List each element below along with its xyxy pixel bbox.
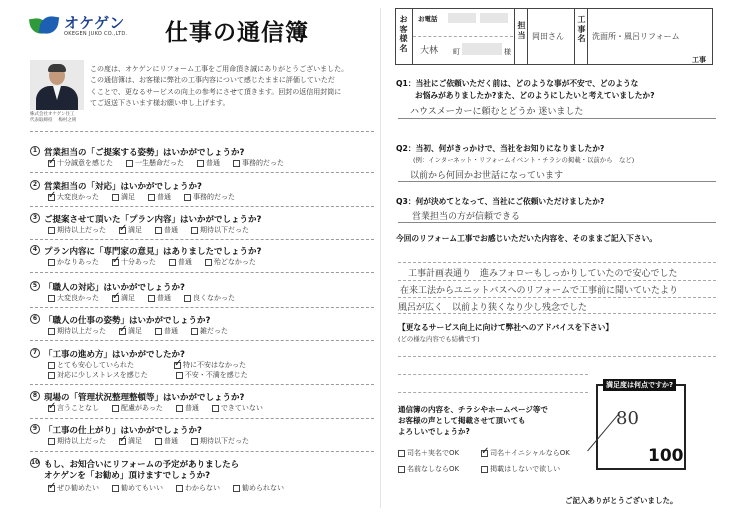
option[interactable]: 事務的だった [233, 158, 284, 168]
checkbox[interactable] [233, 485, 240, 492]
option[interactable]: 普通 [176, 403, 199, 413]
option[interactable]: 不安・不満を感じた [176, 370, 248, 380]
option[interactable]: とても安心していられた [48, 360, 134, 370]
question-number: 7 [30, 348, 40, 358]
answer-line [398, 222, 716, 223]
option[interactable]: 雑だった [191, 326, 228, 336]
question-number: 5 [30, 281, 40, 291]
survey-q2-example: (例：インターネット・リフォームイベント・チラシの掲載・以前から など) [413, 156, 635, 164]
check-mark-icon: ✓ [48, 400, 57, 412]
option[interactable]: 普通 [155, 436, 178, 446]
answer-q4-line3: 風呂が広く 以前より狭くなり少し残念でした [398, 303, 588, 313]
answer-line [398, 297, 716, 298]
check-mark-icon: ✓ [48, 480, 57, 492]
survey-q3: Q3：何が決めてとなって、当社にご依頼いただけましたか? [396, 197, 605, 206]
option[interactable]: ✓ 十分あった [111, 254, 156, 266]
publish-option[interactable]: 名前なしならOK [398, 464, 459, 474]
question-text: 「職人の対応」はいかがでしょうか? [44, 283, 185, 293]
checkbox[interactable] [191, 227, 198, 234]
publish-question-2: お客様の声として掲載させて頂いても [398, 416, 526, 425]
check-mark-icon: ✓ [174, 357, 183, 369]
answer-line [398, 181, 716, 182]
checkbox[interactable] [48, 189, 57, 201]
checkbox[interactable] [184, 194, 191, 201]
question-text: もし、お知合いにリフォームの予定がありましたら [44, 460, 240, 470]
checkbox[interactable] [197, 160, 204, 167]
publish-option[interactable]: 掲載はしないで欲しい [481, 464, 560, 474]
answer-q1: ハウスメーカーに頼むとどうか 迷いました [410, 107, 584, 117]
answer-q4-line2: 在来工法からユニットバスへのリフォームで工事前に聞いていたより [400, 286, 679, 296]
checkbox[interactable] [48, 328, 55, 335]
option[interactable]: 普通 [148, 192, 171, 202]
divider [30, 340, 374, 341]
option[interactable]: 普通 [155, 225, 178, 235]
answer-line [398, 280, 716, 281]
question-number: 1 [30, 146, 40, 156]
option[interactable]: 良くなかった [184, 293, 235, 303]
option[interactable]: ✓ 満足 [119, 222, 142, 234]
checkbox[interactable] [155, 227, 162, 234]
redacted-name [462, 43, 502, 55]
check-mark-icon: ✓ [111, 254, 121, 266]
question-number: 9 [30, 424, 40, 434]
checkbox[interactable] [48, 400, 57, 412]
option[interactable]: ✓ 特に不安はなかった [174, 357, 246, 369]
publish-option[interactable]: 司名＋実名でOK [398, 448, 459, 458]
checkbox[interactable] [176, 485, 183, 492]
option[interactable]: 事務的だった [184, 192, 235, 202]
checkbox[interactable] [233, 160, 240, 167]
option[interactable]: 勧められない [233, 483, 284, 493]
question-number: 10 [31, 459, 40, 466]
checkbox[interactable] [126, 160, 133, 167]
satisfaction-score: 80 [616, 408, 639, 429]
option[interactable]: 殆どなかった [205, 257, 256, 267]
option[interactable]: 期待以下だった [191, 225, 249, 235]
tantou-handwritten: 岡田さん [532, 32, 564, 41]
option[interactable]: ✓ ぜひ勧めたい [48, 480, 99, 492]
answer-line [398, 356, 716, 357]
divider [30, 451, 374, 452]
option[interactable]: 大変良かった [48, 293, 99, 303]
checkbox[interactable] [174, 357, 183, 369]
survey-q1-line2: お悩みがありましたか?また、どのようにしたいと考えていましたか? [415, 91, 655, 100]
tantou-label: 担当 [517, 21, 526, 40]
question-text: 営業担当の「ご提案する姿勢」はいかがでしょうか? [44, 148, 245, 158]
check-mark-icon: ✓ [119, 433, 128, 445]
checkbox[interactable] [176, 372, 183, 379]
option[interactable]: わからない [176, 483, 220, 493]
checkbox[interactable] [119, 323, 128, 335]
option[interactable]: 一生懸命だった [126, 158, 184, 168]
kouji-handwritten: 洗面所・風呂リフォーム [592, 32, 680, 41]
option[interactable]: 普通 [197, 158, 220, 168]
question-text: オケゲンを「お勧め」頂けますでしょうか? [44, 471, 211, 481]
checkbox[interactable] [191, 438, 198, 445]
satisfaction-box [596, 381, 686, 470]
question-text: プラン内容に「専門家の意見」はありましたでしょうか? [44, 247, 262, 257]
slash-divider [587, 414, 619, 451]
publish-question: 通信簿の内容を、チラシやホームページ等で [398, 405, 548, 414]
checkbox[interactable] [112, 405, 119, 412]
intro-text: この度は、オケゲンにリフォーム工事をご用命頂き誠にありがとうございました。 この通信簿は、お客様に弊社の工事内容について感じたままに評価していただ くことで、更なるサービスの向上の参考にさせて頂きます。回封の返信用封筒に てご返送下さいます様お願い申し上げます。 [90, 65, 349, 107]
divider [30, 384, 374, 385]
answer-q3: 営業担当の方が信頼できる [412, 212, 521, 222]
checkbox[interactable] [398, 466, 405, 473]
option[interactable]: 普通 [169, 257, 192, 267]
logo-name: オケゲン [64, 14, 125, 32]
kouji-suffix: 工事 [692, 56, 706, 64]
check-mark-icon: ✓ [119, 222, 128, 234]
checkbox[interactable] [148, 194, 155, 201]
question-number: 6 [30, 314, 40, 324]
logo-english: OKEGEN JUKO CO.,LTD. [64, 31, 128, 37]
checkbox[interactable] [119, 433, 128, 445]
option[interactable]: ✓ 大変良かった [48, 189, 99, 201]
checkbox[interactable] [48, 227, 55, 234]
check-mark-icon: ✓ [481, 445, 490, 457]
checkbox[interactable] [48, 259, 55, 266]
divider [30, 272, 374, 273]
sama-label: 様 [504, 48, 511, 56]
option[interactable]: ✓ 満足 [112, 290, 135, 302]
option[interactable]: ✓ 満足 [119, 323, 142, 335]
option[interactable]: できていない [212, 403, 263, 413]
question-number: 3 [30, 213, 40, 223]
question-text: ご提案させて頂いた「プラン内容」はいかがでしょうか? [44, 215, 262, 225]
question-number: 2 [30, 180, 40, 190]
divider [30, 131, 374, 132]
question-text: 営業担当の「対応」はいかがでしょうか? [44, 182, 202, 192]
checkbox[interactable] [481, 445, 490, 457]
checkbox[interactable] [155, 328, 162, 335]
survey-q1: Q1：当社にご依頼いただく前は、どのような事が不安で、どのような [396, 79, 639, 88]
column-divider [380, 8, 381, 508]
question-text: 「工事の進め方」はいかがでしたか? [44, 350, 185, 360]
checkbox[interactable] [112, 194, 119, 201]
answer-line [398, 392, 588, 393]
survey-q2: Q2：当初、何がきっかけで、当社をお知りになりましたか? [396, 144, 605, 153]
satisfaction-title: 満足度は何点ですか? [603, 379, 676, 391]
checkbox[interactable] [169, 259, 176, 266]
question-text: 現場の「管理状況整理整頓等」はいかがでしょうか? [44, 393, 245, 403]
option[interactable]: 普通 [155, 326, 178, 336]
option[interactable]: 期待以上だった [48, 225, 106, 235]
customer-name-handwritten: 大林 [420, 46, 439, 56]
survey-q4: 今回のリフォーム工事でお感じいただいた内容を、そのままご記入下さい。 [396, 234, 657, 243]
answer-line [398, 118, 716, 119]
checkbox[interactable] [112, 290, 121, 302]
checkbox[interactable] [155, 438, 162, 445]
customer-info-table [395, 8, 713, 65]
check-mark-icon: ✓ [48, 155, 57, 167]
advice-heading: 【更なるサービス向上に向けて弊社へのアドバイスを下さい】 [398, 323, 614, 332]
checkbox[interactable] [112, 485, 119, 492]
checkbox[interactable] [48, 295, 55, 302]
check-mark-icon: ✓ [112, 290, 121, 302]
checkbox[interactable] [176, 405, 183, 412]
option[interactable]: かなりあった [48, 257, 99, 267]
option[interactable]: 配慮があった [112, 403, 163, 413]
option[interactable]: 勧めてもいい [112, 483, 163, 493]
question-text: 「職人の仕事の姿勢」はいかがでしょうか? [44, 316, 211, 326]
checkbox[interactable] [48, 480, 57, 492]
checkbox[interactable] [48, 155, 57, 167]
checkbox[interactable] [48, 372, 55, 379]
checkbox[interactable] [191, 328, 198, 335]
answer-q4-line1: 工事計画表通り 進みフォローもしっかりしていたので安心でした [408, 269, 678, 279]
option[interactable]: ✓ 十分誠意を感じた [48, 155, 113, 167]
leaf-logo-icon [30, 15, 60, 37]
answer-line [398, 313, 716, 314]
answer-line [398, 374, 588, 375]
ceo-caption: 株式会社オケゲン住工 代表取締役 梅村之則 [30, 112, 77, 123]
question-number: 8 [30, 391, 40, 401]
checkbox[interactable] [111, 254, 121, 266]
checkbox[interactable] [481, 466, 488, 473]
option[interactable]: 期待以下だった [191, 436, 249, 446]
option[interactable]: ✓ 満足 [119, 433, 142, 445]
satisfaction-max: 100 [648, 446, 684, 466]
option[interactable]: 期待以上だった [48, 326, 106, 336]
checkbox[interactable] [205, 259, 212, 266]
thanks-message: ご記入ありがとうございました。 [565, 496, 678, 505]
checkbox[interactable] [119, 222, 128, 234]
publish-option[interactable]: ✓ 司名＋イニシャルならOK [481, 445, 570, 457]
page-title: 仕事の通信簿 [165, 20, 309, 46]
checkbox[interactable] [48, 362, 55, 369]
check-mark-icon: ✓ [48, 189, 57, 201]
checkbox[interactable] [48, 438, 55, 445]
option[interactable]: 期待以上だった [48, 436, 106, 446]
checkbox[interactable] [398, 450, 405, 457]
question-number: 4 [30, 245, 40, 255]
publish-question-3: よろしいでしょうか? [398, 427, 470, 436]
divider [30, 172, 374, 173]
kouji-label: 工事名 [577, 15, 586, 43]
divider [30, 239, 374, 240]
redacted-phone [480, 13, 508, 23]
divider [30, 206, 374, 207]
company-logo [30, 15, 127, 37]
customer-name-label: お客様名 [399, 15, 408, 53]
ceo-photo [30, 60, 84, 110]
answer-line [398, 262, 716, 263]
phone-label: お電話 [418, 15, 438, 23]
question-text: 「工事の仕上がり」はいかがでしょうか? [44, 426, 202, 436]
answer-q2: 以前から何回かお世話になっています [410, 171, 564, 181]
check-mark-icon: ✓ [119, 323, 128, 335]
machi-label: 町 [453, 48, 460, 56]
divider [30, 307, 374, 308]
option[interactable]: ✓ 言うことなし [48, 400, 99, 412]
divider [30, 418, 374, 419]
checkbox[interactable] [148, 295, 155, 302]
checkbox[interactable] [184, 295, 191, 302]
redacted-phone [448, 13, 476, 23]
advice-sub: (どの様な内容でも結構です) [398, 335, 480, 343]
option[interactable]: 普通 [148, 293, 171, 303]
option[interactable]: 満足 [112, 192, 135, 202]
option[interactable]: 対応に少しストレスを感じた [48, 370, 148, 380]
checkbox[interactable] [212, 405, 219, 412]
